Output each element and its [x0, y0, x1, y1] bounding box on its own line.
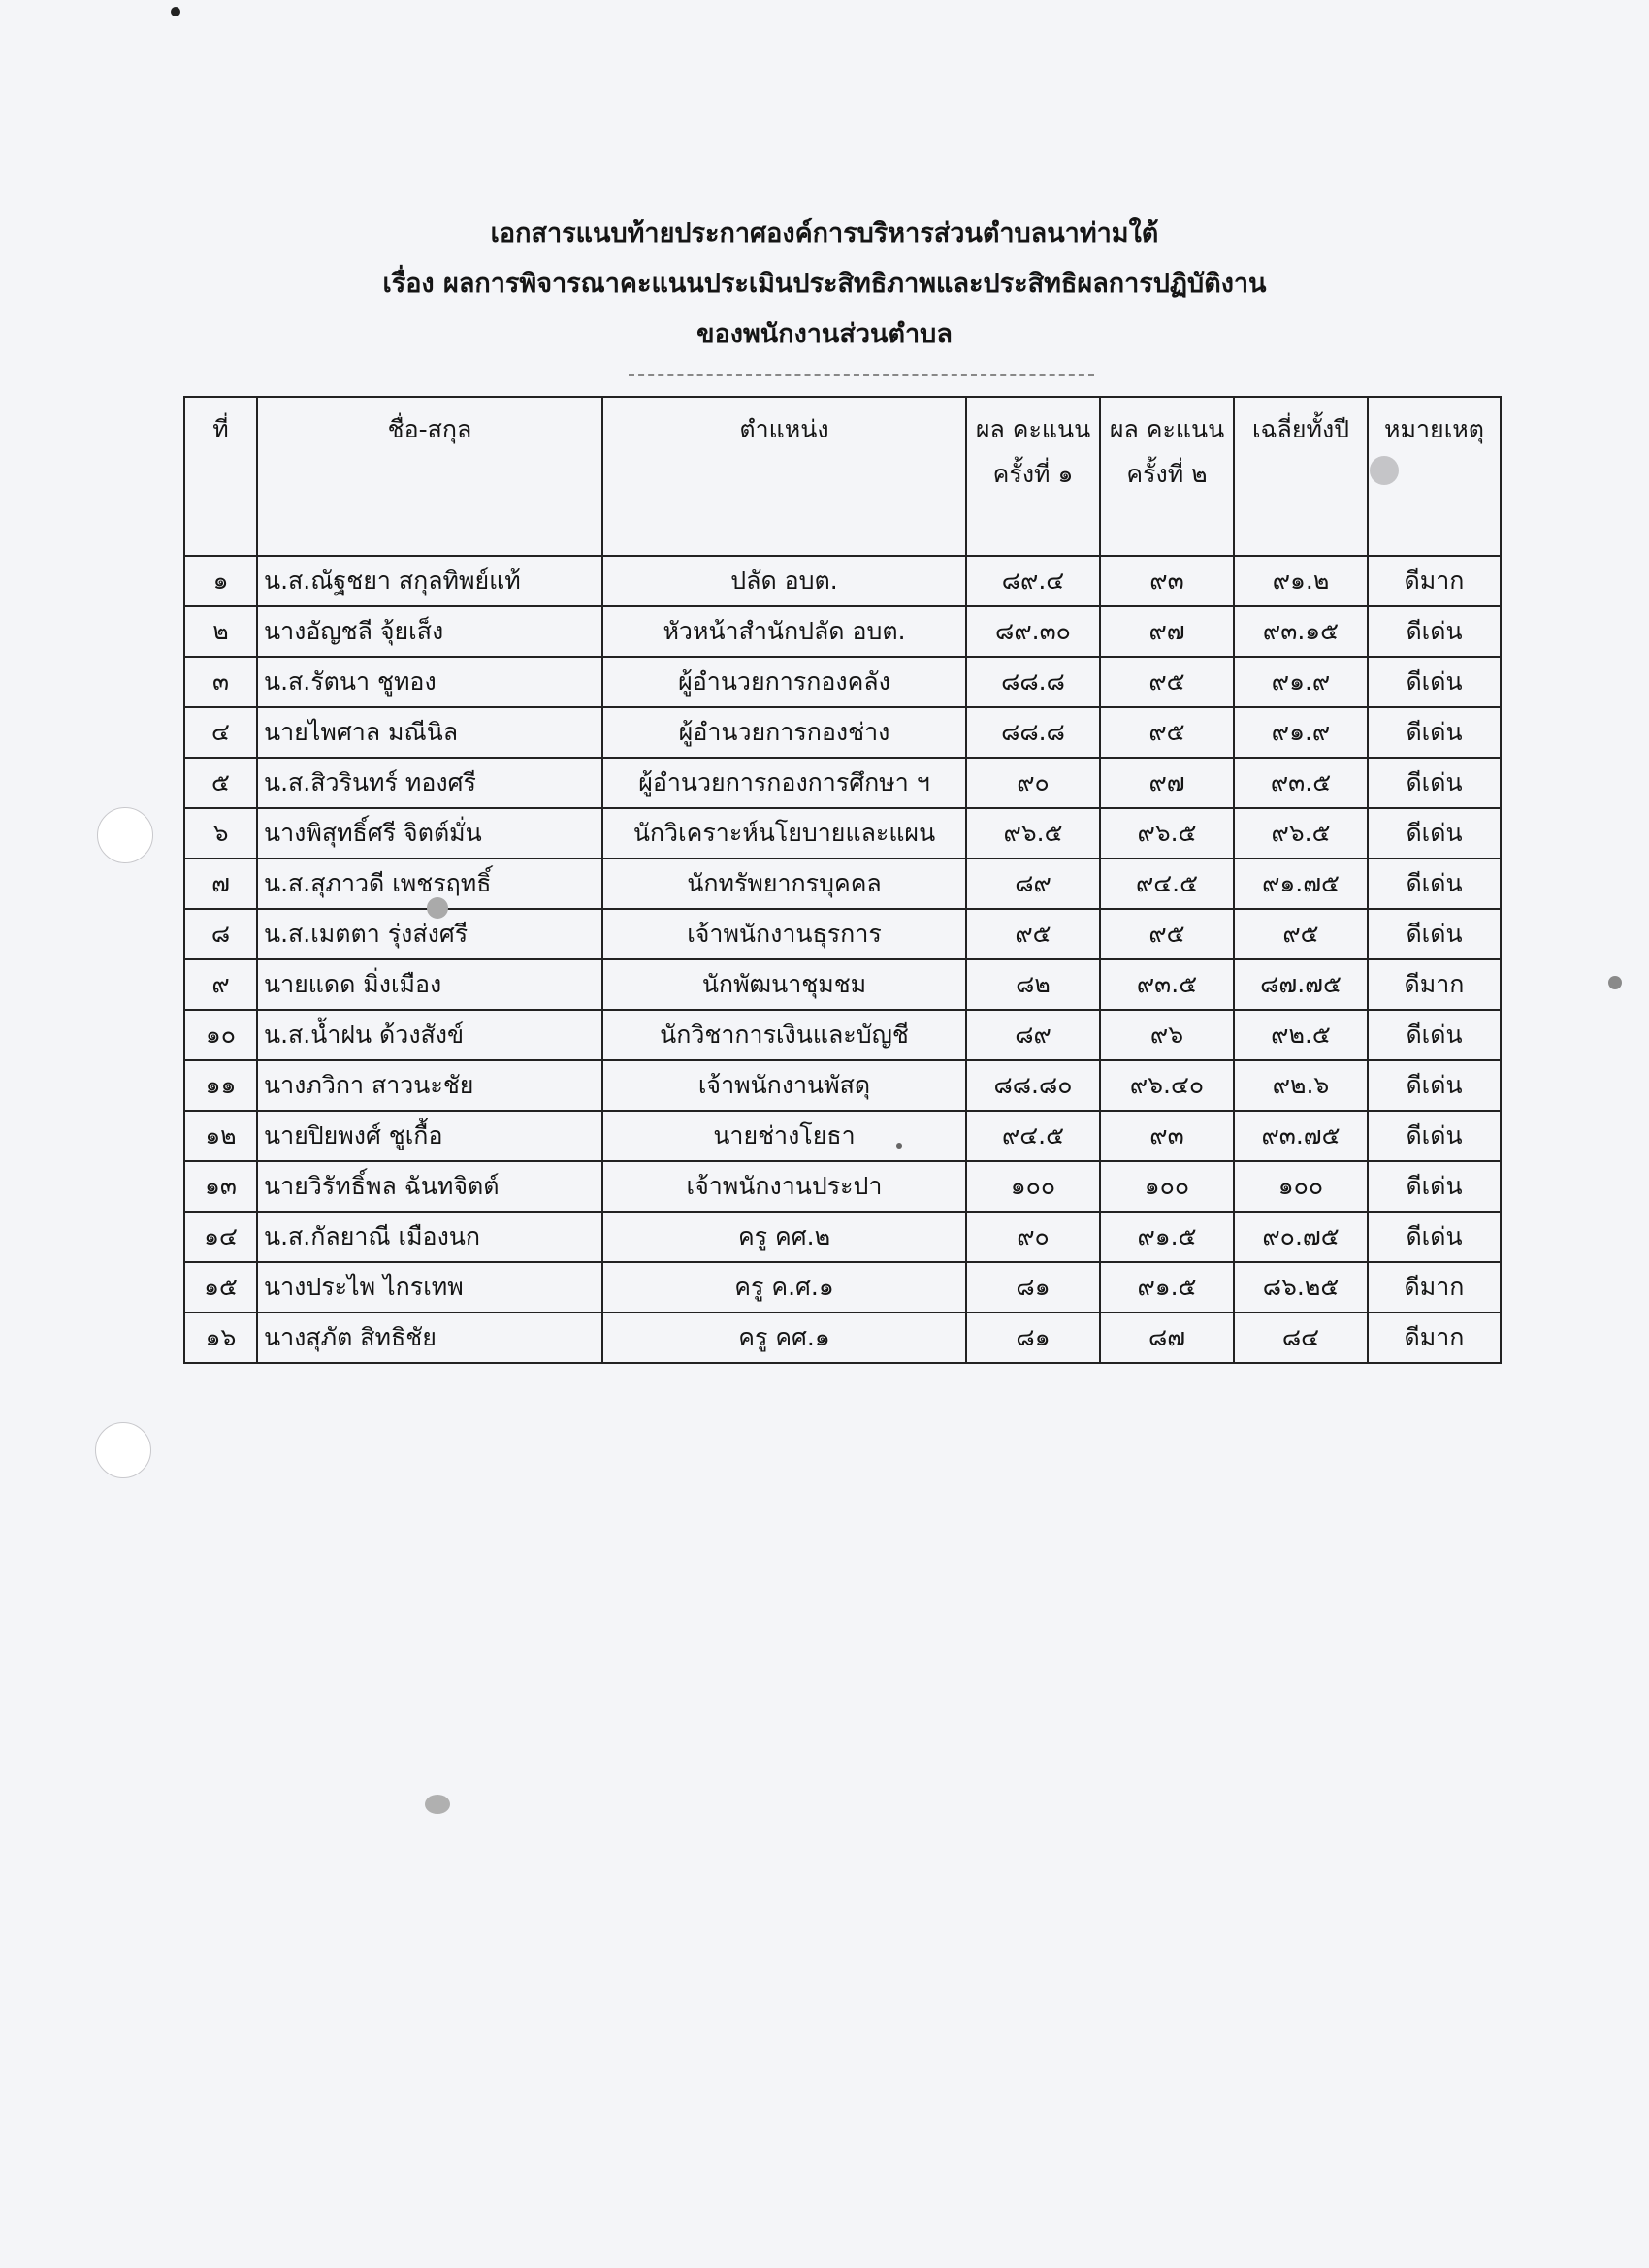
table-row — [184, 959, 1501, 1010]
cell-name: นายวิรัทธิ์พล ฉันทจิตต์ — [257, 1161, 602, 1212]
cell-score1: ๙๐ — [966, 758, 1100, 808]
cell-remark: ดีมาก — [1368, 959, 1501, 1010]
table-row — [184, 606, 1501, 657]
cell-position: เจ้าพนักงานพัสดุ — [602, 1060, 966, 1111]
cell-score2: ๙๖.๔๐ — [1100, 1060, 1234, 1111]
cell-name: น.ส.รัตนา ชูทอง — [257, 657, 602, 707]
ink-smudge — [1370, 456, 1399, 485]
cell-no: ๓ — [184, 657, 257, 707]
cell-position: หัวหน้าสำนักปลัด อบต. — [602, 606, 966, 657]
cell-name: นางอัญชลี จุ้ยเส็ง — [257, 606, 602, 657]
table-row — [184, 1212, 1501, 1262]
table-row — [184, 1262, 1501, 1312]
cell-name: น.ส.สุภาวดี เพชรฤทธิ์ — [257, 859, 602, 909]
cell-average: ๘๗.๗๕ — [1234, 959, 1368, 1010]
table-row — [184, 1060, 1501, 1111]
cell-remark: ดีเด่น — [1368, 808, 1501, 859]
cell-score1: ๑๐๐ — [966, 1161, 1100, 1212]
cell-remark: ดีมาก — [1368, 1312, 1501, 1363]
cell-average: ๙๒.๖ — [1234, 1060, 1368, 1111]
cell-average: ๙๑.๙ — [1234, 657, 1368, 707]
header-score2: ผล คะแนน ครั้งที่ ๒ — [1100, 397, 1234, 556]
cell-average: ๙๓.๗๕ — [1234, 1111, 1368, 1161]
header-name: ชื่อ-สกุล — [257, 397, 602, 556]
cell-name: น.ส.เมตตา รุ่งส่งศรี — [257, 909, 602, 959]
table-row — [184, 1312, 1501, 1363]
cell-position: ครู คศ.๑ — [602, 1312, 966, 1363]
cell-score1: ๘๘.๘ — [966, 657, 1100, 707]
cell-name: นางภวิกา สาวนะชัย — [257, 1060, 602, 1111]
cell-average: ๑๐๐ — [1234, 1161, 1368, 1212]
cell-score1: ๘๘.๘ — [966, 707, 1100, 758]
cell-no: ๑๓ — [184, 1161, 257, 1212]
cell-score2: ๑๐๐ — [1100, 1161, 1234, 1212]
document-title-line3: ของพนักงานส่วนตำบล — [696, 319, 953, 349]
cell-average: ๙๓.๕ — [1234, 758, 1368, 808]
table-row — [184, 556, 1501, 606]
cell-score2: ๙๕ — [1100, 657, 1234, 707]
cell-average: ๘๔ — [1234, 1312, 1368, 1363]
cell-no: ๑๑ — [184, 1060, 257, 1111]
cell-name: นางประไพ ไกรเทพ — [257, 1262, 602, 1312]
cell-position: นักพัฒนาชุมชม — [602, 959, 966, 1010]
cell-no: ๘ — [184, 909, 257, 959]
cell-score1: ๘๑ — [966, 1312, 1100, 1363]
header-average: เฉลี่ยทั้งปี — [1234, 397, 1368, 556]
cell-remark: ดีเด่น — [1368, 707, 1501, 758]
cell-score1: ๘๙ — [966, 859, 1100, 909]
cell-remark: ดีเด่น — [1368, 859, 1501, 909]
cell-remark: ดีเด่น — [1368, 909, 1501, 959]
cell-no: ๑๖ — [184, 1312, 257, 1363]
table-row — [184, 909, 1501, 959]
evaluation-table — [183, 396, 1502, 1364]
cell-no: ๑ — [184, 556, 257, 606]
cell-remark: ดีเด่น — [1368, 606, 1501, 657]
table-header-row — [184, 397, 1501, 556]
cell-position: นักวิชาการเงินและบัญชี — [602, 1010, 966, 1060]
cell-position: เจ้าพนักงานธุรการ — [602, 909, 966, 959]
table-body — [184, 556, 1501, 1363]
cell-average: ๙๑.๗๕ — [1234, 859, 1368, 909]
cell-average: ๘๖.๒๕ — [1234, 1262, 1368, 1312]
cell-score2: ๙๗ — [1100, 758, 1234, 808]
cell-remark: ดีมาก — [1368, 556, 1501, 606]
cell-remark: ดีเด่น — [1368, 1212, 1501, 1262]
cell-remark: ดีมาก — [1368, 1262, 1501, 1312]
title-divider — [629, 374, 1094, 376]
scan-speck — [425, 1795, 450, 1814]
cell-no: ๖ — [184, 808, 257, 859]
cell-average: ๙๒.๕ — [1234, 1010, 1368, 1060]
cell-remark: ดีเด่น — [1368, 657, 1501, 707]
cell-position: นักวิเคราะห์นโยบายและแผน — [602, 808, 966, 859]
cell-score1: ๘๒ — [966, 959, 1100, 1010]
cell-no: ๔ — [184, 707, 257, 758]
scan-speck — [171, 7, 180, 16]
table-row — [184, 707, 1501, 758]
cell-position: ผู้อำนวยการกองช่าง — [602, 707, 966, 758]
cell-score2: ๙๖ — [1100, 1010, 1234, 1060]
cell-remark: ดีเด่น — [1368, 1161, 1501, 1212]
header-no: ที่ — [184, 397, 257, 556]
cell-score1: ๘๑ — [966, 1262, 1100, 1312]
cell-score2: ๙๔.๕ — [1100, 859, 1234, 909]
cell-no: ๙ — [184, 959, 257, 1010]
cell-name: น.ส.ณัฐชยา สกุลทิพย์แท้ — [257, 556, 602, 606]
cell-name: นายแดด มิ่งเมือง — [257, 959, 602, 1010]
cell-score2: ๙๖.๕ — [1100, 808, 1234, 859]
scan-speck — [896, 1143, 902, 1149]
cell-score1: ๘๙.๔ — [966, 556, 1100, 606]
cell-no: ๑๒ — [184, 1111, 257, 1161]
cell-name: นางสุภัต สิทธิชัย — [257, 1312, 602, 1363]
cell-score1: ๘๘.๘๐ — [966, 1060, 1100, 1111]
header-position: ตำแหน่ง — [602, 397, 966, 556]
cell-position: นายช่างโยธา — [602, 1111, 966, 1161]
cell-position: ผู้อำนวยการกองการศึกษา ฯ — [602, 758, 966, 808]
cell-average: ๙๕ — [1234, 909, 1368, 959]
table-row — [184, 1161, 1501, 1212]
cell-score2: ๘๗ — [1100, 1312, 1234, 1363]
cell-average: ๙๓.๑๕ — [1234, 606, 1368, 657]
cell-no: ๗ — [184, 859, 257, 909]
cell-average: ๙๐.๗๕ — [1234, 1212, 1368, 1262]
document-title-line1: เอกสารแนบท้ายประกาศองค์การบริหารส่วนตำบลนาท่ามใต้ — [490, 218, 1159, 248]
cell-no: ๕ — [184, 758, 257, 808]
cell-no: ๑๔ — [184, 1212, 257, 1262]
cell-score2: ๙๕ — [1100, 909, 1234, 959]
cell-position: เจ้าพนักงานประปา — [602, 1161, 966, 1212]
cell-score1: ๘๙.๓๐ — [966, 606, 1100, 657]
table-row — [184, 1111, 1501, 1161]
cell-name: นางพิสุทธิ์ศรี จิตต์มั่น — [257, 808, 602, 859]
cell-no: ๒ — [184, 606, 257, 657]
cell-remark: ดีเด่น — [1368, 1060, 1501, 1111]
table-row — [184, 859, 1501, 909]
cell-score2: ๙๑.๕ — [1100, 1212, 1234, 1262]
cell-score2: ๙๓ — [1100, 1111, 1234, 1161]
cell-score1: ๙๖.๕ — [966, 808, 1100, 859]
cell-score1: ๙๕ — [966, 909, 1100, 959]
cell-name: น.ส.น้ำฝน ด้วงสังข์ — [257, 1010, 602, 1060]
punch-hole — [95, 1422, 151, 1478]
table-row — [184, 657, 1501, 707]
scan-speck — [1608, 976, 1622, 989]
cell-remark: ดีเด่น — [1368, 1010, 1501, 1060]
header-remark: หมายเหตุ — [1368, 397, 1501, 556]
cell-name: น.ส.สิวรินทร์ ทองศรี — [257, 758, 602, 808]
document-title-line2: เรื่อง ผลการพิจารณาคะแนนประเมินประสิทธิภาพและประสิทธิผลการปฏิบัติงาน — [382, 269, 1267, 299]
cell-position: นักทรัพยากรบุคคล — [602, 859, 966, 909]
cell-score1: ๘๙ — [966, 1010, 1100, 1060]
cell-score2: ๙๕ — [1100, 707, 1234, 758]
cell-score2: ๙๓ — [1100, 556, 1234, 606]
cell-average: ๙๑.๒ — [1234, 556, 1368, 606]
scan-speck — [427, 897, 448, 919]
cell-position: ปลัด อบต. — [602, 556, 966, 606]
cell-score1: ๙๔.๕ — [966, 1111, 1100, 1161]
cell-score1: ๙๐ — [966, 1212, 1100, 1262]
table-row — [184, 1010, 1501, 1060]
cell-score2: ๙๗ — [1100, 606, 1234, 657]
cell-name: นายไพศาล มณีนิล — [257, 707, 602, 758]
cell-score2: ๙๓.๕ — [1100, 959, 1234, 1010]
cell-name: นายปิยพงศ์ ชูเกื้อ — [257, 1111, 602, 1161]
cell-no: ๑๐ — [184, 1010, 257, 1060]
cell-remark: ดีเด่น — [1368, 758, 1501, 808]
cell-score2: ๙๑.๕ — [1100, 1262, 1234, 1312]
punch-hole — [97, 807, 153, 863]
cell-average: ๙๖.๕ — [1234, 808, 1368, 859]
cell-average: ๙๑.๙ — [1234, 707, 1368, 758]
cell-position: ครู ค.ศ.๑ — [602, 1262, 966, 1312]
cell-position: ครู คศ.๒ — [602, 1212, 966, 1262]
cell-remark: ดีเด่น — [1368, 1111, 1501, 1161]
header-score1: ผล คะแนน ครั้งที่ ๑ — [966, 397, 1100, 556]
table-row — [184, 758, 1501, 808]
table-row — [184, 808, 1501, 859]
cell-position: ผู้อำนวยการกองคลัง — [602, 657, 966, 707]
cell-no: ๑๕ — [184, 1262, 257, 1312]
cell-name: น.ส.กัลยาณี เมืองนก — [257, 1212, 602, 1262]
